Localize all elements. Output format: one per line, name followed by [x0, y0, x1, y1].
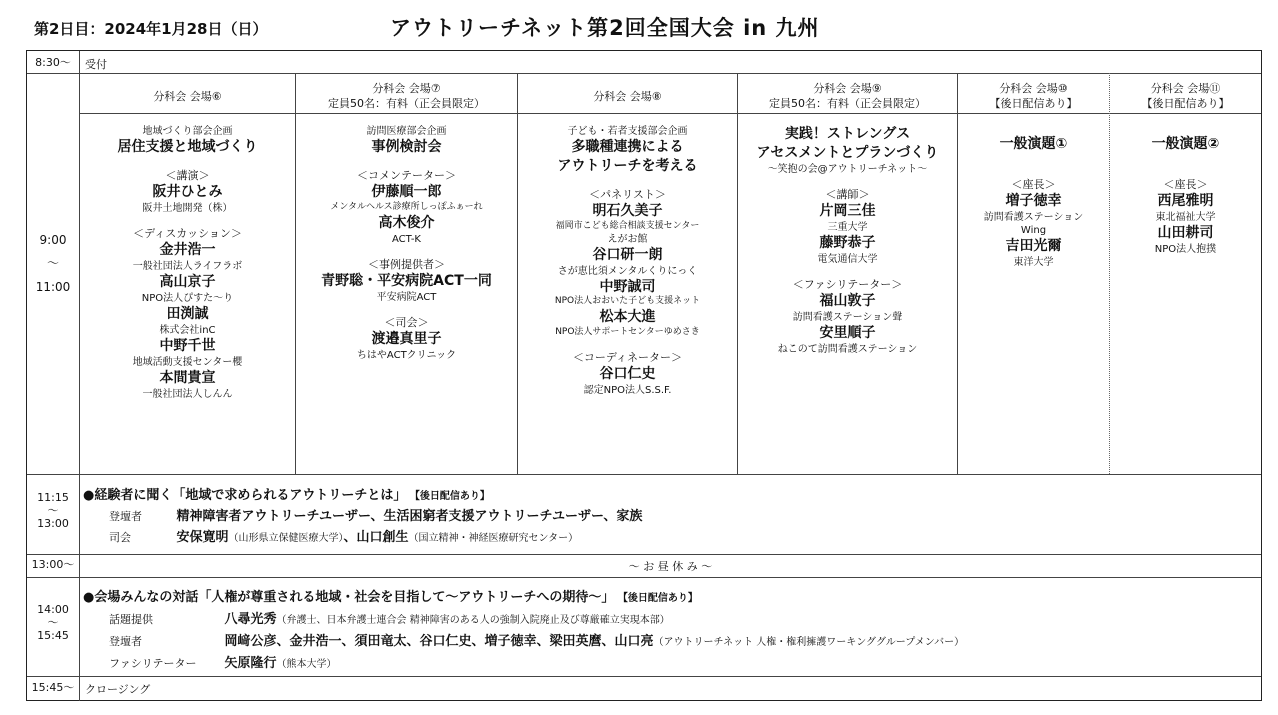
page-title: アウトリーチネット第2回全国大会 in 九州	[390, 16, 820, 40]
session-title: 居住支援と地域づくり	[117, 139, 258, 155]
time-end: 15:45	[37, 629, 69, 643]
venue-header-10	[958, 77, 1109, 117]
person-name: 中野誠司	[599, 278, 656, 295]
topic-affiliation: （弁護士、日本弁護士連合会 精神障害のある人の強制入院廃止及び尊厳確立実現本部）	[276, 615, 670, 626]
venue-name: 分科会 会場⑧	[593, 89, 662, 103]
time-sep: ～	[47, 616, 59, 630]
person-affiliation: Wing	[1020, 225, 1047, 237]
mc-separator: 、	[343, 530, 357, 545]
row-divider	[27, 73, 1261, 74]
person-affiliation: ACT-K	[391, 233, 421, 245]
venue-header-11	[1110, 77, 1261, 117]
person-name: 安里順子	[819, 325, 876, 342]
speakers-label: 登壇者	[109, 635, 142, 648]
session-title: アウトリーチを考える	[557, 157, 698, 174]
role-label: ＜ディスカッション＞	[133, 227, 242, 241]
speakers-list: 精神障害者アウトリーチユーザー、生活困窮者支援アウトリーチユーザー、家族	[176, 509, 643, 524]
mc-label: 司会	[109, 531, 131, 544]
facilitator-affiliation: （熊本大学）	[276, 659, 337, 670]
topic-speaker: 八尋光秀	[224, 612, 277, 627]
venue-note: 定員50名：有料（正会員限定）	[328, 97, 485, 110]
person-affiliation: メンタルヘルス診療所しっぽふぁーれ	[330, 202, 483, 213]
session-title: 一般演題②	[1151, 136, 1220, 152]
person-affiliation: ちはやACTクリニック	[356, 350, 457, 362]
speakers-label: 登壇者	[109, 510, 142, 523]
person-name: 中野千世	[159, 338, 216, 355]
venue-name: 分科会 会場⑪	[1150, 82, 1221, 96]
person-name: 西尾雅明	[1157, 193, 1214, 210]
role-label: ＜司会＞	[384, 315, 429, 329]
person-name: 増子徳幸	[1005, 193, 1062, 210]
person-name: 阪井ひとみ	[152, 184, 223, 201]
session-6	[80, 125, 295, 401]
person-affiliation: NPO法人おおいた子ども支援ネット	[554, 296, 701, 307]
venue-name: 分科会 会場⑦	[372, 82, 441, 96]
role-label: ＜座長＞	[1163, 177, 1208, 191]
session-title: 実践！ストレングス	[784, 126, 911, 142]
person-name: 高山京子	[159, 274, 216, 291]
session-7	[296, 125, 517, 362]
day-date: 第2日目：2024年1月28日（日）	[34, 20, 268, 38]
topic-label: 話題提供	[109, 613, 153, 626]
venue-header-9	[738, 77, 957, 117]
person-name: 谷口仁史	[599, 366, 656, 382]
person-name: 高木俊介	[378, 214, 435, 231]
person-affiliation: 認定NPO法人S.S.F.	[583, 384, 672, 396]
time-sessions	[27, 229, 79, 299]
person-affiliation: 一般社団法人しんん	[142, 388, 233, 400]
person-affiliation: ねこのて訪問看護ステーション	[777, 343, 918, 355]
session-organizer: 地域づくり部会企画	[142, 126, 233, 137]
session-organizer: 訪問医療部会企画	[366, 126, 447, 137]
mc-affiliation: （国立精神・神経医療研究センター）	[408, 533, 579, 544]
person-affiliation: 電気通信大学	[817, 253, 878, 265]
person-name: 藤野恭子	[819, 234, 876, 251]
person-name: 金井浩一	[159, 242, 216, 259]
venue-header-7	[296, 77, 517, 117]
time-start: 9:00	[39, 233, 67, 247]
venue-header-6	[80, 77, 295, 117]
person-affiliation: 阪井土地開発（株）	[142, 203, 233, 215]
session-9	[738, 125, 957, 356]
person-name: 本間貴宣	[159, 369, 216, 386]
plenary-title: ●会場みんなの対話「人権が尊重される地域・社会を目指して～アウトリーチへの期待～」	[83, 590, 615, 605]
session-title: 事例検討会	[371, 139, 442, 155]
time-sep: ～	[47, 504, 59, 518]
role-label: ＜コメンテーター＞	[357, 168, 456, 182]
person-name: 田渕誠	[166, 306, 209, 323]
speakers-affiliation: （アウトリーチネット 人権・権利擁護ワーキンググループメンバー）	[653, 637, 965, 648]
venue-column-divider	[957, 73, 958, 474]
mc-affiliation: （山形県立保健医療大学）	[228, 533, 344, 544]
plenary-2	[83, 586, 964, 671]
closing-label: クロージング	[85, 683, 151, 696]
person-name: 松本大進	[599, 309, 656, 326]
speakers-list: 岡﨑公彦、金井浩一、須田竜太、谷口仁史、増子徳幸、梁田英麿、山口亮	[224, 634, 654, 649]
row-divider	[27, 474, 1261, 475]
person-affiliation: 地域活動支援センター櫻	[132, 356, 243, 368]
session-11	[1110, 135, 1261, 256]
session-organizer: 子ども・若者支援部会企画	[567, 126, 688, 137]
person-affiliation: 福岡市こども総合相談支援センター	[555, 220, 700, 231]
session-10	[958, 135, 1109, 269]
plenary-1	[83, 484, 642, 545]
time-plenary-1	[27, 491, 79, 531]
lunch-break: ～ お 昼 休 み ～	[628, 560, 713, 573]
venue-name: 分科会 会場⑩	[999, 82, 1068, 96]
role-label: ＜講演＞	[165, 168, 210, 182]
page-header	[0, 0, 1278, 50]
row-divider	[27, 554, 1261, 555]
venue-header-8	[518, 77, 737, 117]
row-divider	[27, 577, 1261, 578]
stream-tag: 【後日配信あり】	[617, 593, 698, 604]
session-title: アセスメントとプランづくり	[756, 144, 939, 161]
venue-column-divider	[1109, 73, 1110, 474]
person-name: 明石久美子	[592, 203, 663, 220]
time-end: 13:00	[37, 517, 69, 531]
person-affiliation: さが恵比須メンタルくりにっく	[557, 265, 698, 277]
time-sep: ～	[46, 256, 59, 271]
mc-name: 山口創生	[356, 530, 409, 545]
person-affiliation: 平安病院ACT	[376, 291, 437, 303]
role-label: ＜座長＞	[1011, 177, 1056, 191]
venue-name: 分科会 会場⑥	[153, 89, 222, 103]
person-affiliation: NPO法人抱撲	[1154, 243, 1217, 255]
person-name: 渡邉真里子	[371, 331, 442, 348]
person-affiliation: 東洋大学	[1013, 256, 1054, 268]
time-start: 14:00	[37, 603, 69, 616]
person-name: 山田耕司	[1157, 225, 1214, 242]
person-affiliation: 訪問看護ステーション聲	[792, 312, 903, 324]
mc-name: 安保寛明	[176, 530, 229, 545]
person-affiliation: 訪問看護ステーション	[983, 212, 1084, 224]
person-affiliation: 一般社団法人ライフラボ	[132, 261, 243, 273]
person-affiliation: 株式会社inC	[159, 325, 216, 337]
role-label: ＜コーディネーター＞	[572, 350, 683, 364]
person-affiliation: NPO法人サポートセンターゆめさき	[555, 327, 700, 338]
reception-label: 受付	[85, 58, 107, 71]
person-name: 伊藤順一郎	[371, 184, 442, 201]
time-end: 11:00	[35, 279, 71, 294]
person-name: 青野聡・平安病院ACT一同	[321, 272, 492, 289]
person-name: 福山敦子	[819, 293, 876, 310]
person-affiliation: NPO法人ぴすた～り	[141, 293, 234, 305]
person-affiliation: 東北福祉大学	[1155, 212, 1216, 224]
facilitator-label: ファシリテーター	[109, 657, 197, 670]
stream-tag: 【後日配信あり】	[409, 491, 490, 502]
role-label: ＜事例提供者＞	[368, 257, 445, 271]
time-closing: 15:45～	[31, 681, 75, 694]
session-title: 一般演題①	[999, 136, 1068, 152]
person-affiliation: 三重大学	[827, 221, 868, 233]
venue-note: 【後日配信あり】	[989, 97, 1078, 110]
person-name: 谷口研一朗	[592, 246, 663, 263]
venue-note: 定員50名：有料（正会員限定）	[769, 97, 926, 110]
person-name: 片岡三佳	[819, 203, 876, 220]
venue-name: 分科会 会場⑨	[813, 82, 882, 96]
session-subtitle: ～笑抱の会@アウトリーチネット～	[767, 163, 928, 175]
session-8	[518, 125, 737, 397]
time-reception: 8:30～	[35, 56, 71, 69]
person-name: 吉田光爾	[1005, 238, 1062, 255]
session-title: 多職種連携による	[571, 139, 684, 155]
time-plenary-2	[27, 603, 79, 643]
person-affiliation: えがお館	[607, 233, 648, 245]
role-label: ＜講師＞	[825, 187, 870, 201]
time-lunch: 13:00～	[31, 558, 75, 571]
time-start: 11:15	[37, 491, 69, 504]
facilitator-name: 矢原隆行	[224, 656, 277, 671]
schedule-table	[26, 50, 1262, 701]
row-divider	[27, 676, 1261, 677]
venue-note: 【後日配信あり】	[1141, 97, 1230, 110]
plenary-title: ●経験者に聞く「地域で求められるアウトリーチとは」	[83, 488, 407, 503]
role-label: ＜ファシリテーター＞	[792, 277, 903, 291]
role-label: ＜パネリスト＞	[589, 187, 666, 201]
